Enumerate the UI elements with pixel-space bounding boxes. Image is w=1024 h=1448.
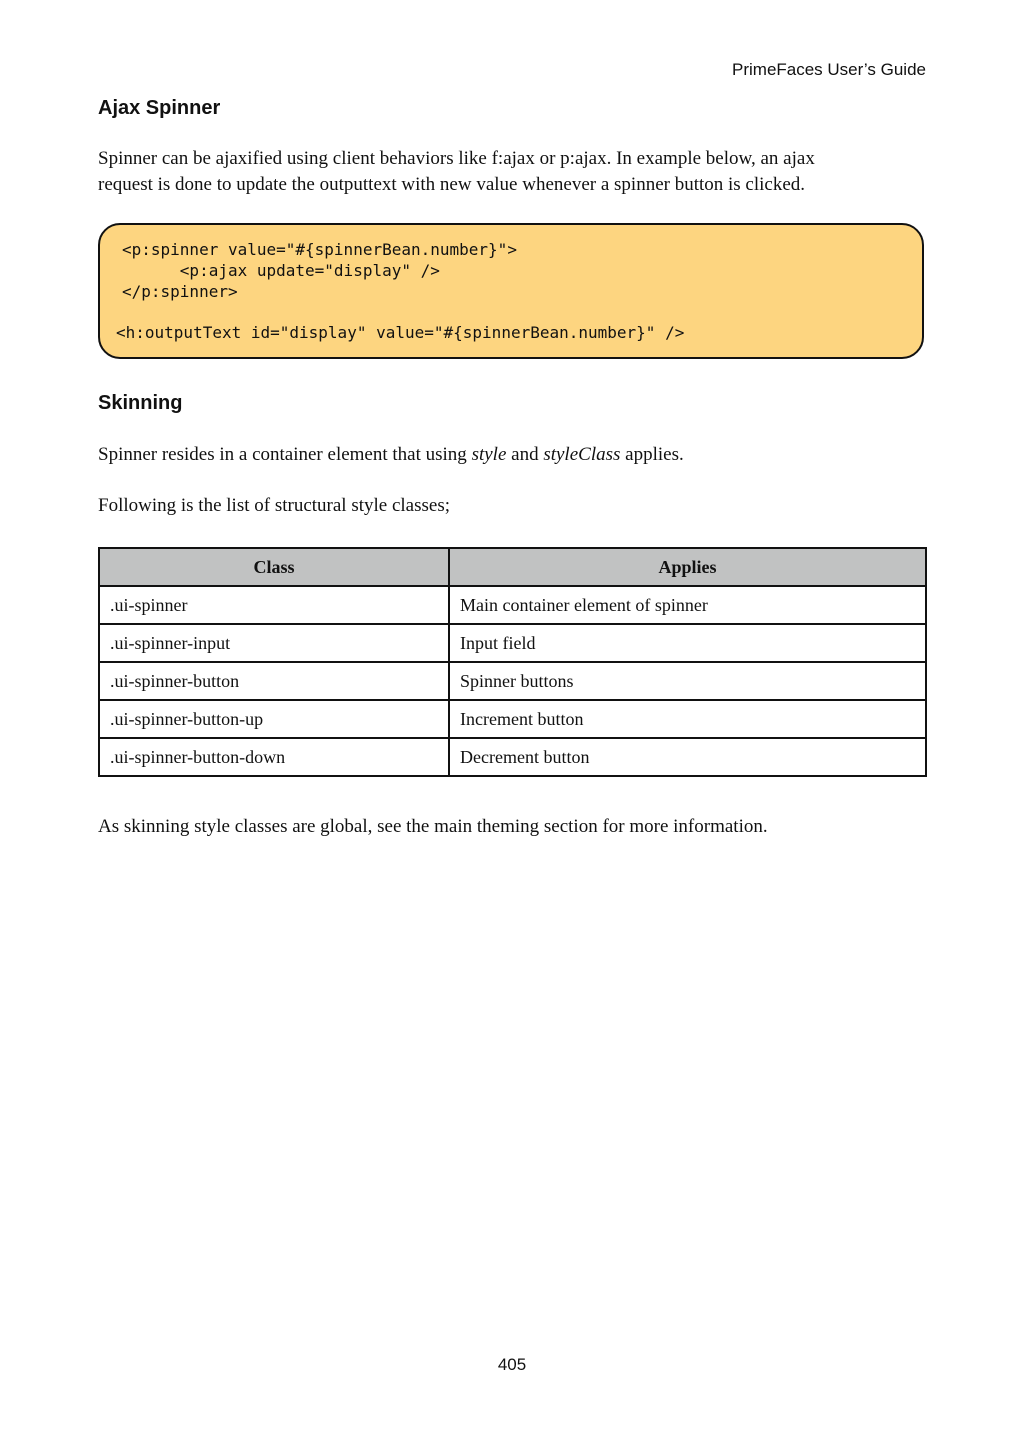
ajax-spinner-paragraph — [98, 146, 898, 198]
column-header-class: Class — [99, 548, 449, 586]
skinning-intro-and: and — [506, 444, 544, 465]
page-number: 405 — [497, 1355, 527, 1374]
ajax-paragraph-line-1: Spinner can be ajaxified using client behaviors like f:ajax or p:ajax. In example below, an ajax — [98, 148, 815, 169]
class-cell: .ui-spinner-button — [99, 662, 449, 700]
code-example-box — [98, 223, 924, 359]
code-line: <p:ajax update="display" /> — [122, 261, 440, 280]
skinning-intro — [98, 442, 898, 468]
style-classes-table — [98, 547, 927, 777]
class-cell: .ui-spinner-button-up — [99, 700, 449, 738]
table-row — [99, 738, 926, 776]
class-cell: .ui-spinner-button-down — [99, 738, 449, 776]
closing-paragraph: As skinning style classes are global, see the main theming section for more information. — [98, 816, 768, 837]
applies-cell: Increment button — [449, 700, 926, 738]
skinning-intro-suffix: applies. — [620, 444, 684, 465]
skinning-heading: Skinning — [98, 392, 183, 414]
ajax-spinner-heading: Ajax Spinner — [98, 97, 221, 119]
code-line: <p:spinner value="#{spinnerBean.number}"> — [122, 240, 517, 259]
applies-cell: Main container element of spinner — [449, 586, 926, 624]
column-header-applies: Applies — [449, 548, 926, 586]
applies-cell: Spinner buttons — [449, 662, 926, 700]
code-line: <h:outputText id="display" value="#{spinnerBean.number}" /> — [116, 323, 685, 342]
table-row — [99, 662, 926, 700]
skinning-intro-prefix: Spinner resides in a container element that using — [98, 444, 472, 465]
style-term: style — [471, 444, 507, 465]
code-line: </p:spinner> — [122, 282, 238, 301]
applies-cell: Input field — [449, 624, 926, 662]
ajax-paragraph-line-2: request is done to update the outputtext with new value whenever a spinner button is clicked. — [98, 174, 806, 195]
table-row — [99, 624, 926, 662]
applies-cell: Decrement button — [449, 738, 926, 776]
running-header: PrimeFaces User’s Guide — [732, 60, 926, 79]
class-cell: .ui-spinner-input — [99, 624, 449, 662]
table-header-row — [99, 548, 926, 586]
style-classes-intro: Following is the list of structural style classes; — [98, 495, 450, 516]
class-cell: .ui-spinner — [99, 586, 449, 624]
table-row — [99, 586, 926, 624]
table-row — [99, 700, 926, 738]
styleclass-term: styleClass — [543, 444, 621, 465]
